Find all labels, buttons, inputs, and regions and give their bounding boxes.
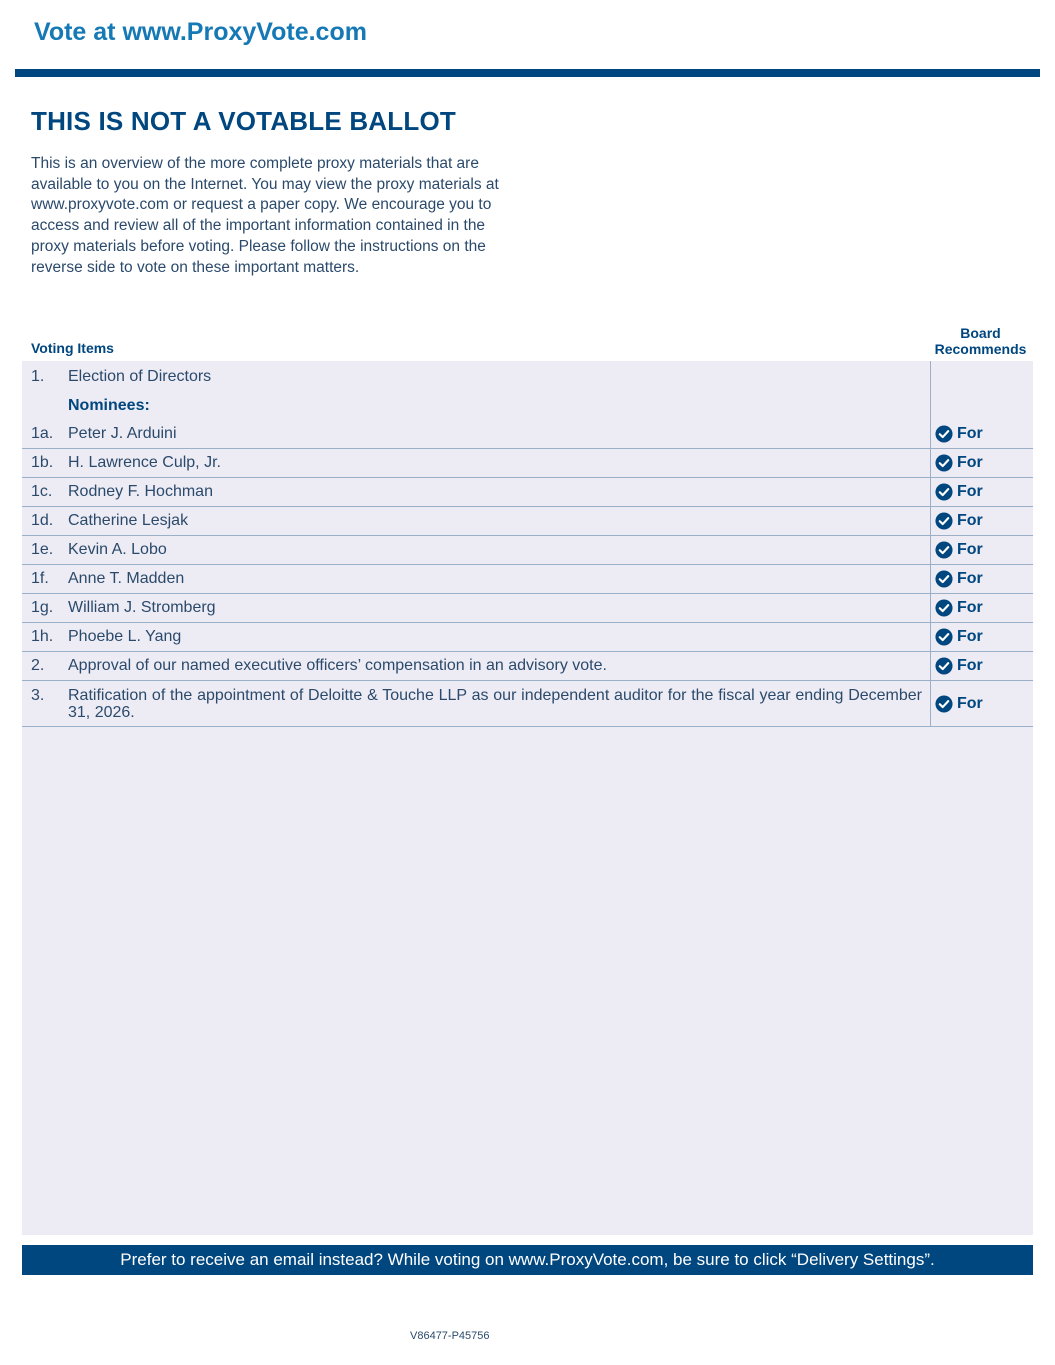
item-number: 3. xyxy=(31,687,45,704)
recommendation-label: For xyxy=(957,541,983,558)
board-recommendation xyxy=(935,657,983,675)
item-number: 1g. xyxy=(31,599,54,616)
item-row-1a xyxy=(22,420,1033,449)
recommendation-label: For xyxy=(957,694,983,712)
recommendation-label: For xyxy=(957,657,983,674)
email-delivery-note: Prefer to receive an email instead? While voting on www.ProxyVote.com, be sure to click “Delivery Settings”. xyxy=(120,1250,935,1269)
item-description: Anne T. Madden xyxy=(68,570,185,587)
proxyvote-link[interactable]: Vote at www.ProxyVote.com xyxy=(34,18,367,46)
board-recommendation xyxy=(935,599,983,617)
item-number: 1f. xyxy=(31,570,49,587)
item-row-1g xyxy=(22,594,1033,623)
item-description: Ratification of the appointment of Deloitte & Touche LLP as our independent auditor for the fiscal year ending December 31, 2026. xyxy=(68,687,922,721)
item-row-1e xyxy=(22,536,1033,565)
item-number: 1a. xyxy=(31,425,54,442)
check-circle-icon xyxy=(935,628,953,646)
board-header-line1: Board xyxy=(960,325,1001,341)
item-description: Phoebe L. Yang xyxy=(68,628,182,645)
item-description: Peter J. Arduini xyxy=(68,425,177,442)
item-row-1f xyxy=(22,565,1033,594)
item-row-1h xyxy=(22,623,1033,652)
board-recommendation xyxy=(935,483,983,501)
document-code: V86477-P45756 xyxy=(410,1330,490,1342)
nominees-row xyxy=(22,392,1033,420)
board-recommendation xyxy=(935,695,983,713)
item-number: 2. xyxy=(31,657,45,674)
check-circle-icon xyxy=(935,695,953,713)
item-number: 1. xyxy=(31,368,45,385)
item-number: 1e. xyxy=(31,541,54,558)
check-circle-icon xyxy=(935,657,953,675)
recommendation-label: For xyxy=(957,628,983,645)
check-circle-icon xyxy=(935,541,953,559)
item-row-1b xyxy=(22,449,1033,478)
board-recommendation xyxy=(935,541,983,559)
check-circle-icon xyxy=(935,425,953,443)
recommendation-label: For xyxy=(957,570,983,587)
check-circle-icon xyxy=(935,570,953,588)
board-recommendation xyxy=(935,425,983,443)
item-description: Approval of our named executive officers’ compensation in an advisory vote. xyxy=(68,657,607,674)
item-description: Catherine Lesjak xyxy=(68,512,189,529)
board-recommendation xyxy=(935,512,983,530)
check-circle-icon xyxy=(935,599,953,617)
item-number: 1d. xyxy=(31,512,54,529)
recommendation-label: For xyxy=(957,425,983,442)
intro-paragraph: This is an overview of the more complete proxy materials that are available to you on the Internet. You may view the proxy materials at www.proxyvote.com or request a paper copy. We encourage you to access and review all of the important information contained in the proxy materials before voting. Please follow the instructions on the reverse side to vote on these important matters. xyxy=(31,155,499,276)
board-recommendation xyxy=(935,454,983,472)
item-description: William J. Stromberg xyxy=(68,599,216,616)
item-number: 1c. xyxy=(31,483,53,500)
item-description: H. Lawrence Culp, Jr. xyxy=(68,454,221,471)
check-circle-icon xyxy=(935,483,953,501)
item-row-1 xyxy=(22,363,1033,391)
item-description: Election of Directors xyxy=(68,368,212,385)
item-description: Kevin A. Lobo xyxy=(68,541,167,558)
recommendation-label: For xyxy=(957,483,983,500)
voting-items-header: Voting Items xyxy=(31,340,114,356)
board-recommends-header xyxy=(928,325,1033,357)
board-recommendation xyxy=(935,628,983,646)
email-delivery-banner xyxy=(22,1245,1033,1275)
item-description: Rodney F. Hochman xyxy=(68,483,213,500)
check-circle-icon xyxy=(935,454,953,472)
check-circle-icon xyxy=(935,512,953,530)
recommendation-label: For xyxy=(957,599,983,616)
item-row-2 xyxy=(22,652,1033,681)
board-recommendation xyxy=(935,570,983,588)
item-row-1d xyxy=(22,507,1033,536)
item-number: 1b. xyxy=(31,454,54,471)
nominees-label: Nominees: xyxy=(68,397,150,414)
board-header-line2: Recommends xyxy=(934,341,1027,357)
item-number: 1h. xyxy=(31,628,54,645)
header-rule xyxy=(15,69,1040,77)
page-title: THIS IS NOT A VOTABLE BALLOT xyxy=(31,106,456,136)
item-row-3 xyxy=(22,681,1033,727)
item-row-1c xyxy=(22,478,1033,507)
recommendation-label: For xyxy=(957,512,983,529)
recommendation-label: For xyxy=(957,454,983,471)
